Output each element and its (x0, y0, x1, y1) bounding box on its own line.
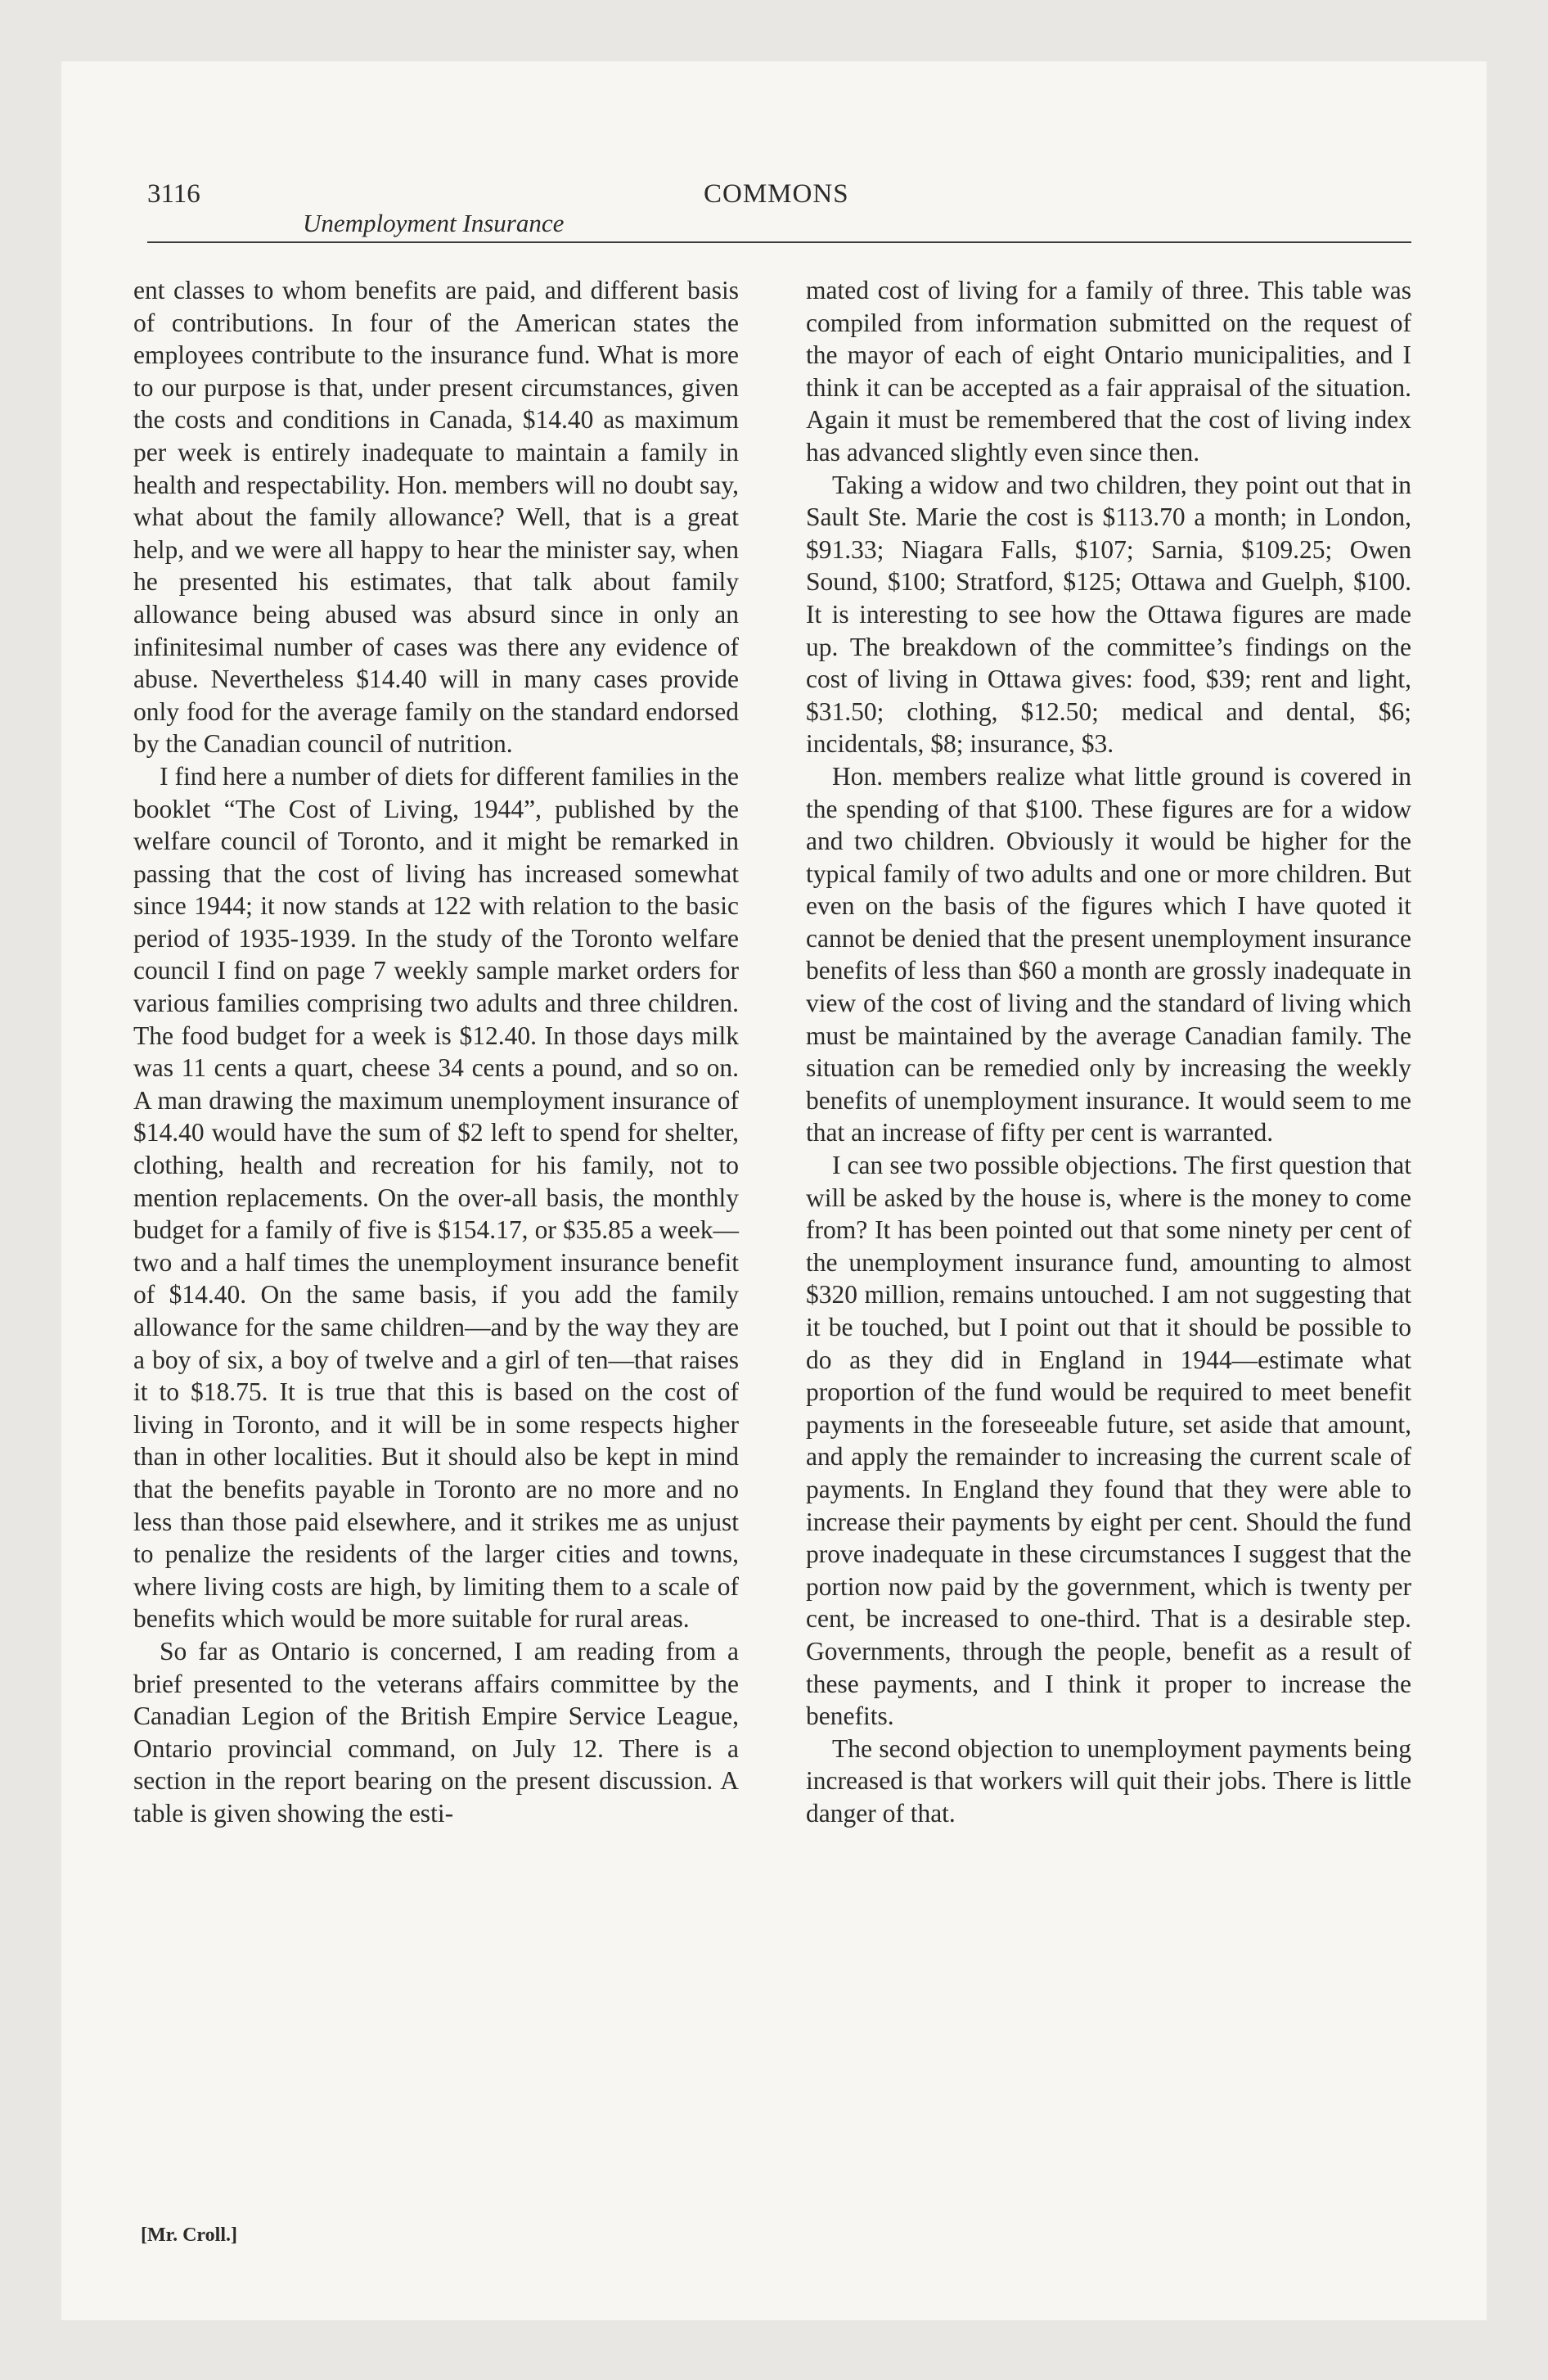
paragraph: I find here a number of diets for different families in the booklet “The Cost of Living, 1944”, published by the welfare council of Toronto, and it might be remarked in passing that the cost of living has increased somewhat since 1944; it now stands at 122 with relation to the basic period of 1935-1939. In the study of the Toronto welfare council I find on page 7 weekly sample market orders for various families comprising two adults and three children. The food budget for a week is $12.40. In those days milk was 11 cents a quart, cheese 34 cents a pound, and so on. A man drawing the maximum unemployment insurance of $14.40 would have the sum of $2 left to spend for shelter, clothing, health and recreation for his family, not to mention replacements. On the over-all basis, the monthly budget for a family of five is $154.17, or $35.85 a week—two and a half times the unemployment insurance benefit of $14.40. On the same basis, if you add the family allowance for the same children—and by the way they are a boy of six, a boy of twelve and a girl of ten—that raises it to $18.75. It is true that this is based on the cost of living in Toronto, and it will be in some respects higher than in other localities. But it should also be kept in mind that the benefits payable in Toronto are no more and no less than those paid elsewhere, and it strikes me as unjust to penalize the residents of the larger cities and towns, where living costs are high, by limiting them to a scale of benefits which would be more suitable for rural areas. (133, 761, 739, 1634)
speaker-footer: [Mr. Croll.] (141, 2224, 237, 2246)
paragraph: I can see two possible objections. The first question that will be asked by the house is, where is the money to come from? It has been pointed out that some ninety per cent of the unemployment insurance fund, amounting to almost $320 million, remains untouched. I am not suggesting that it be touched, but I point out that it should be possible to do as they did in England in 1944—estimate what proportion of the fund would be required to meet benefit payments in the foreseeable future, set aside that amount, and apply the remainder to increasing the current scale of payments. In England they found that they were able to increase their payments by eight per cent. Should the fund prove inadequate in these circumstances I suggest that the portion now paid by the government, which is twenty per cent, be increased to one-third. That is a desirable step. Governments, through the people, benefit as a result of these payments, and I think it proper to increase the benefits. (806, 1151, 1411, 1731)
paragraph: Taking a widow and two children, they point out that in Sault Ste. Marie the cost is $113.70 a month; in London, $91.33; Niagara Falls, $107; Sarnia, $109.25; Owen Sound, $100; Stratford, $125; Ottawa and Guelph, $100. It is interesting to see how the Ottawa figures are made up. The breakdown of the committee’s findings on the cost of living in Ottawa gives: food, $39; rent and light, $31.50; clothing, $12.50; medical and dental, $6; incidentals, $8; insurance, $3. (806, 470, 1411, 759)
paragraph: So far as Ontario is concerned, I am reading from a brief presented to the veterans affairs committee by the Canadian Legion of the British Empire Service League, Ontario provincial command, on July 12. There is a section in the report bearing on the present discussion. A table is given showing the esti- (133, 1636, 739, 1828)
paragraph: The second objection to unemployment payments being increased is that workers will quit their jobs. There is little danger of that. (806, 1733, 1411, 1828)
page-number: 3116 (147, 179, 200, 209)
chamber-heading: COMMONS (704, 179, 849, 209)
right-column (806, 274, 1411, 1830)
running-title: Unemployment Insurance (303, 209, 565, 237)
paragraph: mated cost of living for a family of three. This table was compiled from information submitted on the request of the mayor of each of eight Ontario municipalities, and I think it can be accepted as a fair appraisal of the situation. Again it must be remembered that the cost of living index has advanced slightly even since then. (806, 276, 1411, 467)
paragraph: ent classes to whom benefits are paid, and different basis of contributions. In four of the American states the employees contribute to the insurance fund. What is more to our purpose is that, under present circumstances, given the costs and conditions in Canada, $14.40 as maximum per week is entirely inadequate to maintain a family in health and respectability. Hon. members will no doubt say, what about the family allowance? Well, that is a great help, and we were all happy to hear the minister say, when he presented his estimates, that talk about family allowance being abused was absurd since in only an infinitesimal number of cases was there any evidence of abuse. Nevertheless $14.40 will in many cases provide only food for the average family on the standard endorsed by the Canadian council of nutrition. (133, 276, 739, 759)
page-header (147, 176, 1411, 243)
left-column (133, 274, 739, 1830)
paragraph: Hon. members realize what little ground is covered in the spending of that $100. These figures are for a widow and two children. Obviously it would be higher for the typical family of two adults and one or more children. But even on the basis of the figures which I have quoted it cannot be denied that the present unemployment insurance benefits of less than $60 a month are grossly inadequate in view of the cost of living and the standard of living which must be maintained by the average Canadian family. The situation can be remedied only by increasing the weekly benefits of unemployment insurance. It would seem to me that an increase of fifty per cent is warranted. (806, 761, 1411, 1147)
